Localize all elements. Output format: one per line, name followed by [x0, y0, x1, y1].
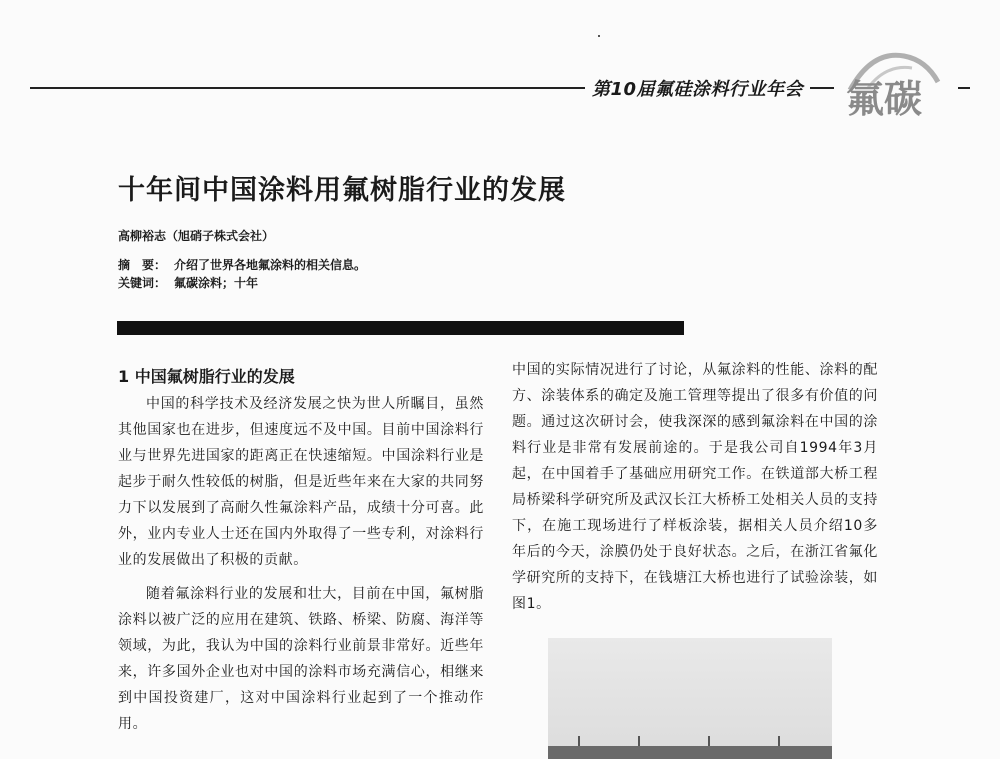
bridge-post: [708, 736, 710, 746]
keywords-line: [118, 274, 258, 291]
bridge-post: [578, 736, 580, 746]
right-column: [512, 357, 878, 617]
fluorocarbon-logo: [842, 48, 950, 128]
abstract-label: 摘 要：: [118, 258, 167, 272]
header-rule-left: [30, 87, 585, 89]
article-title: 十年间中国涂料用氟树脂行业的发展: [118, 175, 566, 206]
header-rule-dash: [810, 87, 834, 89]
bridge-deck: [548, 746, 832, 759]
bridge-post: [638, 736, 640, 746]
header-rule-right: [958, 87, 970, 89]
figure-1-photo: [548, 638, 832, 759]
keywords-text: 氟碳涂料；十年: [174, 276, 259, 290]
abstract-text: 介绍了世界各地氟涂料的相关信息。: [174, 258, 367, 272]
logo-text: 氟碳: [846, 77, 923, 121]
author-line: 高柳裕志（旭硝子株式会社）: [118, 229, 275, 243]
title-divider-bar: [117, 321, 684, 335]
bridge-post: [778, 736, 780, 746]
section-heading: 1 中国氟树脂行业的发展: [118, 367, 295, 386]
paragraph: 中国的实际情况进行了讨论，从氟涂料的性能、涂料的配方、涂装体系的确定及施工管理等提出了很多有价值的问题。通过这次研讨会，使我深深的感到氟涂料在中国的涂料行业是非常有发展前途的。于是我公司自1994年3月起，在中国着手了基础应用研究工作。在铁道部大桥工程局桥梁科学研究所及武汉长江大桥桥工处相关人员的支持下，在施工现场进行了样板涂装，据相关人员介绍10多年后的今天，涂膜仍处于良好状态。之后，在浙江省氟化学研究所的支持下，在钱塘江大桥也进行了试验涂装，如图1。: [512, 362, 878, 612]
keywords-label: 关键词：: [118, 276, 167, 290]
scan-speck: [598, 35, 600, 37]
paragraph: 中国的科学技术及经济发展之快为世人所瞩目，虽然其他国家也在进步，但速度远不及中国。目前中国涂料行业与世界先进国家的距离正在快速缩短。中国涂料行业是起步于耐久性较低的树脂，但是近些年来在大家的共同努力下以发展到了高耐久性氟涂料产品，成绩十分可喜。此外，业内专业人士还在国内外取得了一些专利，对涂料行业的发展做出了积极的贡献。: [118, 396, 484, 568]
conference-header: 第10届氟硅涂料行业年会: [592, 79, 804, 100]
left-column: [118, 391, 484, 737]
abstract-line: [118, 256, 366, 273]
paragraph: 随着氟涂料行业的发展和壮大，目前在中国，氟树脂涂料以被广泛的应用在建筑、铁路、桥梁、防腐、海洋等领域，为此，我认为中国的涂料行业前景非常好。近些年来，许多国外企业也对中国的涂料市场充满信心，相继来到中国投资建厂，这对中国涂料行业起到了一个推动作用。: [118, 586, 484, 732]
